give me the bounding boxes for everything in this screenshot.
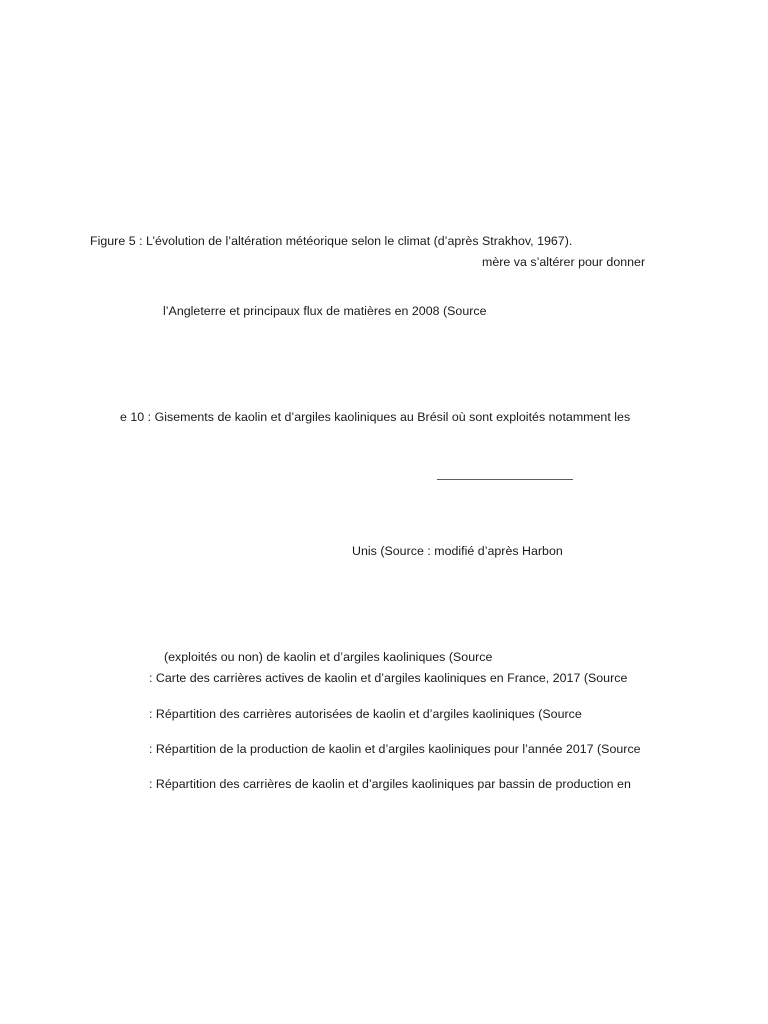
- figure-10-caption-fragment: e 10 : Gisements de kaolin et d’argiles kaoliniques au Brésil où sont exploités notamment les: [120, 410, 631, 424]
- caption-repartition-carrieres-autorisees: : Répartition des carrières autorisées de kaolin et d’argiles kaoliniques (Source: [149, 707, 582, 721]
- figure-5-caption: Figure 5 : L’évolution de l’altération météorique selon le climat (d’après Strakhov, 1967).: [90, 234, 573, 248]
- text-fragment-angleterre: l’Angleterre et principaux flux de matières en 2008 (Source: [163, 304, 487, 318]
- text-fragment-exploites: (exploités ou non) de kaolin et d’argiles kaoliniques (Source: [164, 650, 493, 664]
- text-fragment-mere-alterer: mère va s’altérer pour donner: [482, 255, 646, 269]
- caption-carte-carrieres-actives: : Carte des carrières actives de kaolin et d’argiles kaoliniques en France, 2017 (Source: [149, 671, 628, 685]
- caption-repartition-bassin: : Répartition des carrières de kaolin et d’argiles kaoliniques par bassin de production en: [149, 777, 631, 791]
- link-underline[interactable]: [437, 479, 573, 480]
- caption-repartition-production: : Répartition de la production de kaolin et d’argiles kaoliniques pour l’année 2017 (Source: [149, 742, 641, 756]
- text-fragment-unis-source: Unis (Source : modifié d’après Harbon: [352, 544, 563, 558]
